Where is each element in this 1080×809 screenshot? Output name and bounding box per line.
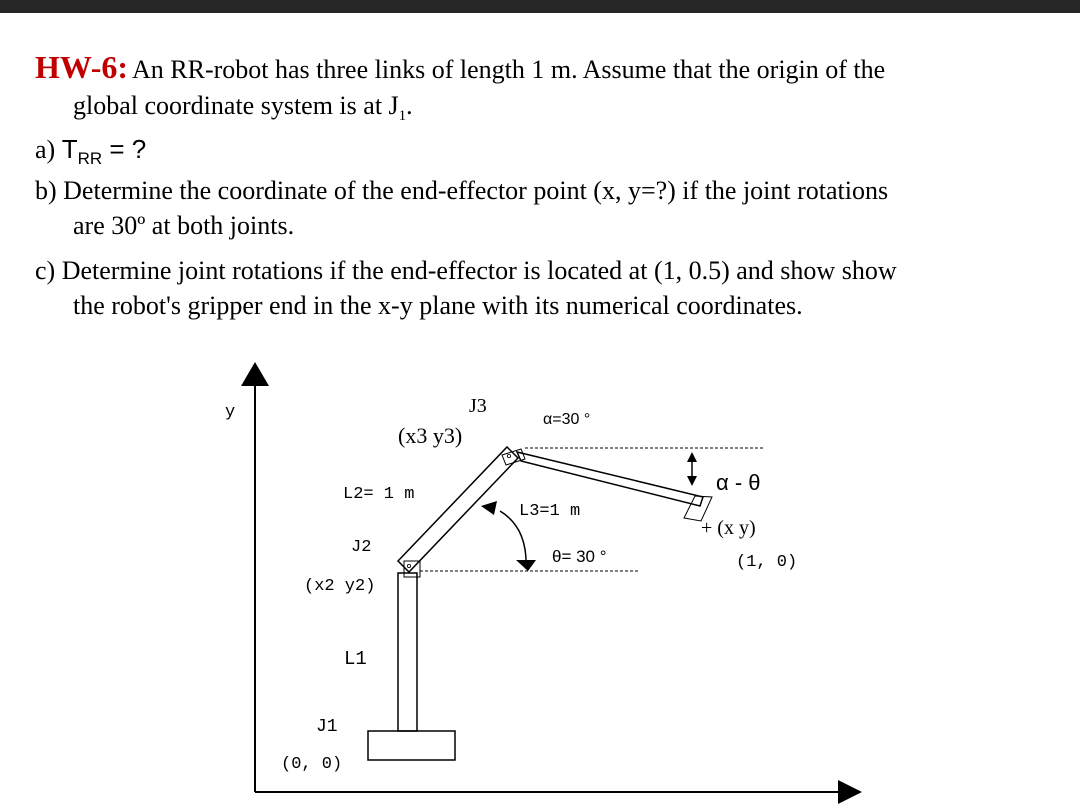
part-c-line-1: c) Determine joint rotations if the end-effector is located at (1, 0.5) and show show [35,256,897,285]
alpha-minus-theta-label: α - θ [716,470,761,495]
joint-j3-pin [507,454,510,457]
alpha-label: α=30 ° [543,411,591,428]
origin-coords: (0, 0) [281,755,343,774]
y-axis-arrow [241,362,269,386]
theta-arc-start-arrowhead [481,501,497,515]
j2-label: J2 [351,538,372,557]
part-a-rest: = ? [102,134,147,164]
y-axis-label: y [225,403,236,422]
j3-label: J3 [469,395,487,417]
joint-j3 [502,449,525,465]
link-2 [398,447,518,572]
l1-label: L1 [344,648,367,670]
part-b-line-2: are 30º at both joints. [73,211,295,240]
theta-label: θ= 30 ° [552,547,607,566]
robot-base [368,731,455,760]
end-effector-coords: (1, 0) [736,553,798,572]
alpha-theta-arrow-down [687,476,697,486]
j1-label: J1 [316,717,338,737]
l3-label: L3=1 m [519,502,581,521]
x2y2-label: (x2 y2) [304,577,376,596]
alpha-theta-arrow-up [687,452,697,462]
part-a-T: T [61,134,78,164]
hw-label: HW-6: [35,49,129,85]
end-effector-label: + (x y) [701,517,756,539]
part-a-sub: RR [77,149,103,169]
part-a-prefix: a) [35,135,62,164]
problem-intro: An RR-robot has three links of length 1 m. Assume that the origin of the [132,55,886,84]
link-3 [517,452,703,506]
theta-arc-arrowhead [516,560,536,571]
link-1 [398,573,417,731]
x3y3-label: (x3 y3) [398,423,463,448]
problem-line-2-end: . [406,91,413,120]
part-b-line-1: b) Determine the coordinate of the end-effector point (x, y=?) if the joint rotations [35,176,889,205]
problem-line-2-text: global coordinate system is at J [73,91,399,120]
x-axis-arrow [838,780,862,804]
problem-line-2-sub: 1 [398,108,407,125]
l2-label: L2= 1 m [343,485,415,504]
joint-j2-pin [407,564,410,567]
part-c-line-2: the robot's gripper end in the x-y plane with its numerical coordinates. [73,291,803,320]
